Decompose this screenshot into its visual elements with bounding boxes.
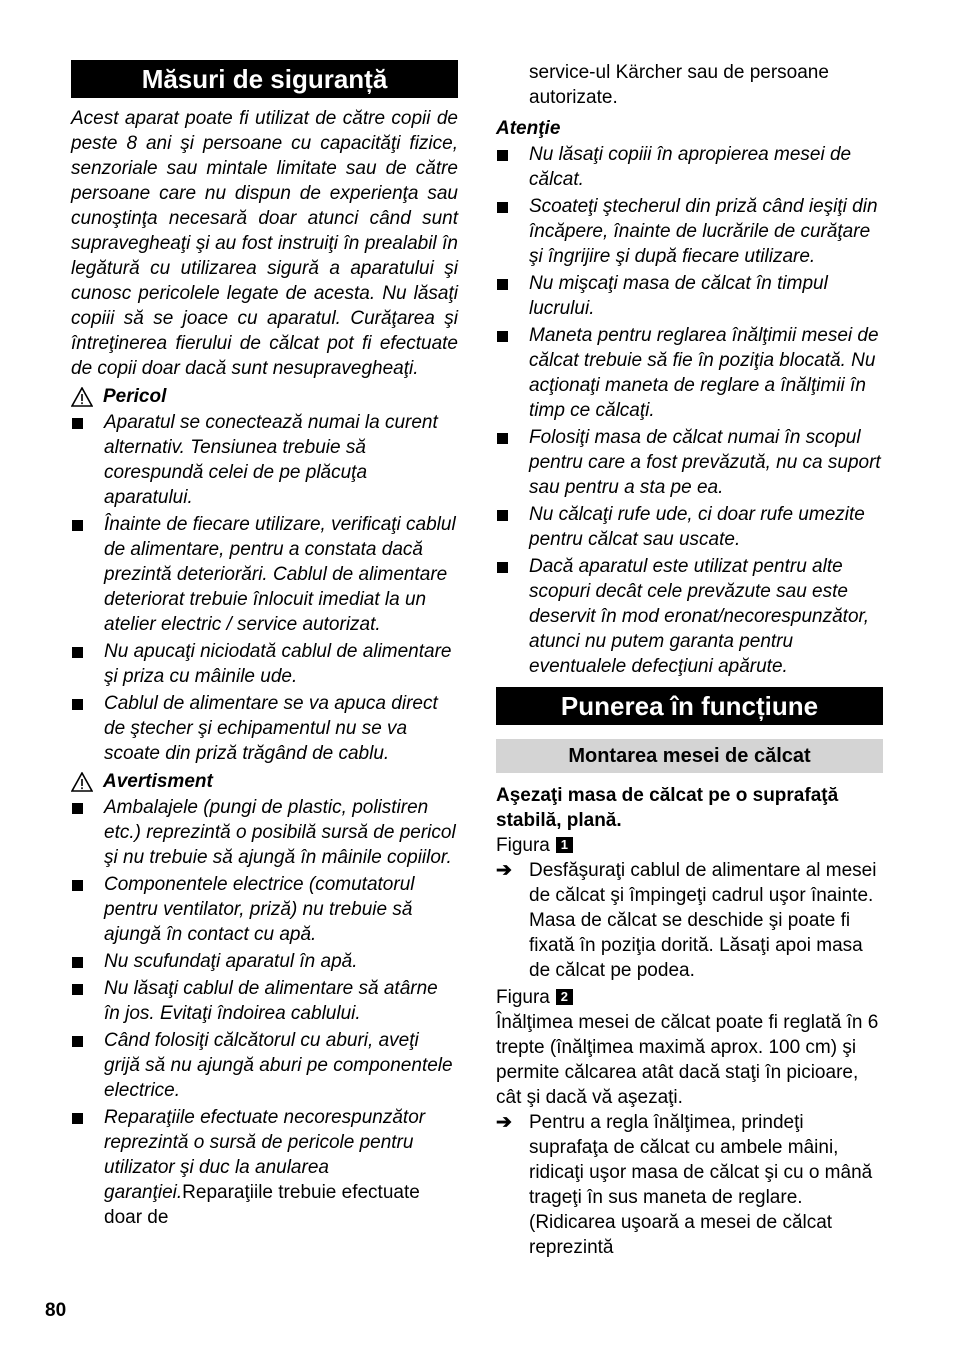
bullet-square-icon	[497, 202, 508, 213]
bullet-square-icon	[497, 562, 508, 573]
page-number: 80	[45, 1300, 67, 1321]
attention-list	[496, 142, 883, 679]
warning-triangle-icon	[71, 387, 93, 407]
intro-paragraph: Acest aparat poate fi utilizat de către copii de peste 8 ani şi persoane cu capacităţi fizice, senzoriale sau mintale limitate sau de către persoane care nu dispun de experienţa sau cunoştinţa necesară doar atunci când sunt supravegheaţi şi au fost instruiţi în prealabil în legătură cu utilizarea sigură a aparatului şi cunosc pericolele legate de acesta. Nu lăsaţi copiii să se joace cu aparatul. Curăţarea şi întreţinerea fierului de călcat pot fi efectuate de copii doar dacă sunt nesupravegheaţi.	[71, 108, 458, 379]
bullet-square-icon	[72, 418, 83, 429]
figure-ref-1: Figura 1	[496, 833, 883, 858]
right-column	[496, 60, 883, 1262]
bold-instruction: Aşezaţi masa de călcat pe o suprafaţă stabilă, plană.	[496, 785, 839, 831]
arrow-right-icon: ➔	[496, 860, 512, 881]
bullet-square-icon	[497, 279, 508, 290]
bullet-square-icon	[72, 1036, 83, 1047]
step-list-1	[496, 858, 883, 983]
list-item: Nu apucaţi niciodată cablul de alimentare şi priza cu mâinile ude.	[71, 639, 458, 689]
list-item: Aparatul se conectează numai la curent alternativ. Tensiunea trebuie să corespundă celei de pe plăcuţa aparatului.	[71, 410, 458, 510]
warning-label: Avertisment	[103, 771, 213, 792]
section-heading-startup: Punerea în funcțiune	[496, 687, 883, 725]
step-list-2	[496, 1110, 883, 1260]
list-item: Cablul de alimentare se va apuca direct de ştecher şi echipamentul nu se va scoate din priză trăgând de cablu.	[71, 691, 458, 766]
bullet-square-icon	[72, 520, 83, 531]
bullet-square-icon	[72, 699, 83, 710]
list-item: Înainte de fiecare utilizare, verificaţi cablul de alimentare, pentru a constata dacă prezintă deteriorări. Cablul de alimentare deteriorat trebuie înlocuit imediat la un atelier electric / service autorizat.	[71, 512, 458, 637]
height-paragraph: Înălţimea mesei de călcat poate fi reglată în 6 trepte (înălţimea maximă aprox. 100 cm) şi permite călcarea atât dacă staţi în picioare, cât şi dacă vă aşezaţi.	[496, 1012, 879, 1108]
list-item: Când folosiţi călcătorul cu aburi, aveţi grijă să nu ajungă aburi pe componentele electrice.	[71, 1028, 458, 1103]
danger-heading	[71, 383, 458, 410]
list-item: Dacă aparatul este utilizat pentru alte scopuri decât cele prevăzute sau este deservit în mod eronat/necorespunzător, atunci nu putem garanta pentru eventualele defecţiuni apărute.	[496, 554, 883, 679]
attention-label: Atenţie	[496, 118, 561, 139]
list-item: ➔ Pentru a regla înălţimea, prindeţi suprafaţa de călcat cu ambele mâini, ridicaţi uşor masa de călcat şi cu o mână trageţi în sus maneta de reglare. (Ridicarea uşoară a mesei de călcat reprezintă	[496, 1112, 873, 1258]
section-heading-safety: Măsuri de siguranță	[71, 60, 458, 98]
bullet-square-icon	[497, 433, 508, 444]
warning-heading	[71, 768, 458, 795]
list-item: Nu călcaţi rufe ude, ci doar rufe umezite pentru călcat sau uscate.	[496, 502, 883, 552]
bullet-square-icon	[72, 984, 83, 995]
bullet-square-icon	[497, 150, 508, 161]
bullet-square-icon	[72, 803, 83, 814]
subsection-heading-assembly: Montarea mesei de călcat	[496, 739, 883, 773]
bullet-square-icon	[72, 957, 83, 968]
list-item: Ambalajele (pungi de plastic, polistiren etc.) reprezintă o posibilă sursă de pericol şi nu trebuie să ajungă în mâinile copiilor.	[71, 795, 458, 870]
list-item: Maneta pentru reglarea înălţimii mesei de călcat trebuie să fie în poziţia blocată. Nu acţionaţi maneta de reglare a înălţimii în timp ce călcaţi.	[496, 323, 883, 423]
bullet-square-icon	[72, 880, 83, 891]
bullet-square-icon	[497, 331, 508, 342]
figure-number-badge: 1	[556, 837, 573, 853]
list-item: Folosiţi masa de călcat numai în scopul pentru care a fost prevăzută, nu ca suport sau pentru a sta pe ea.	[496, 425, 883, 500]
list-item: Nu lăsaţi cablul de alimentare să atârne în jos. Evitaţi îndoirea cablului.	[71, 976, 458, 1026]
left-column	[71, 60, 458, 1232]
list-item: Nu scufundaţi aparatul în apă.	[71, 949, 458, 974]
warning-list	[71, 795, 458, 1230]
arrow-right-icon: ➔	[496, 1112, 512, 1133]
list-item: Scoateţi ştecherul din priză când ieşiţi din încăpere, înainte de lucrările de curăţare şi îngrijire şi după fiecare utilizare.	[496, 194, 883, 269]
bullet-square-icon	[72, 1113, 83, 1124]
list-item: Componentele electrice (comutatorul pentru ventilator, priză) nu trebuie să ajungă în contact cu apă.	[71, 872, 458, 947]
danger-list	[71, 410, 458, 766]
list-item: Nu mişcaţi masa de călcat în timpul lucrului.	[496, 271, 883, 321]
continuation-text: service-ul Kärcher sau de persoane autorizate.	[529, 62, 829, 108]
figure-number-badge: 2	[556, 989, 573, 1005]
bullet-square-icon	[72, 647, 83, 658]
bullet-square-icon	[497, 510, 508, 521]
list-item: ➔ Desfăşuraţi cablul de alimentare al mesei de călcat şi împingeţi cadrul uşor înainte. Masa de călcat se deschide şi poate fi fixată în poziţia dorită. Lăsaţi apoi masa de călcat pe podea.	[496, 860, 877, 981]
list-item: Nu lăsaţi copiii în apropierea mesei de călcat.	[496, 142, 883, 192]
list-item: Reparaţiile efectuate necorespunzător reprezintă o sursă de pericole pentru utilizator şi duc la anularea garanţiei.Reparaţiile trebuie efectuate doar de	[71, 1105, 458, 1230]
figure-ref-2: Figura 2	[496, 985, 883, 1010]
danger-label: Pericol	[103, 386, 167, 407]
warning-triangle-icon	[71, 772, 93, 792]
